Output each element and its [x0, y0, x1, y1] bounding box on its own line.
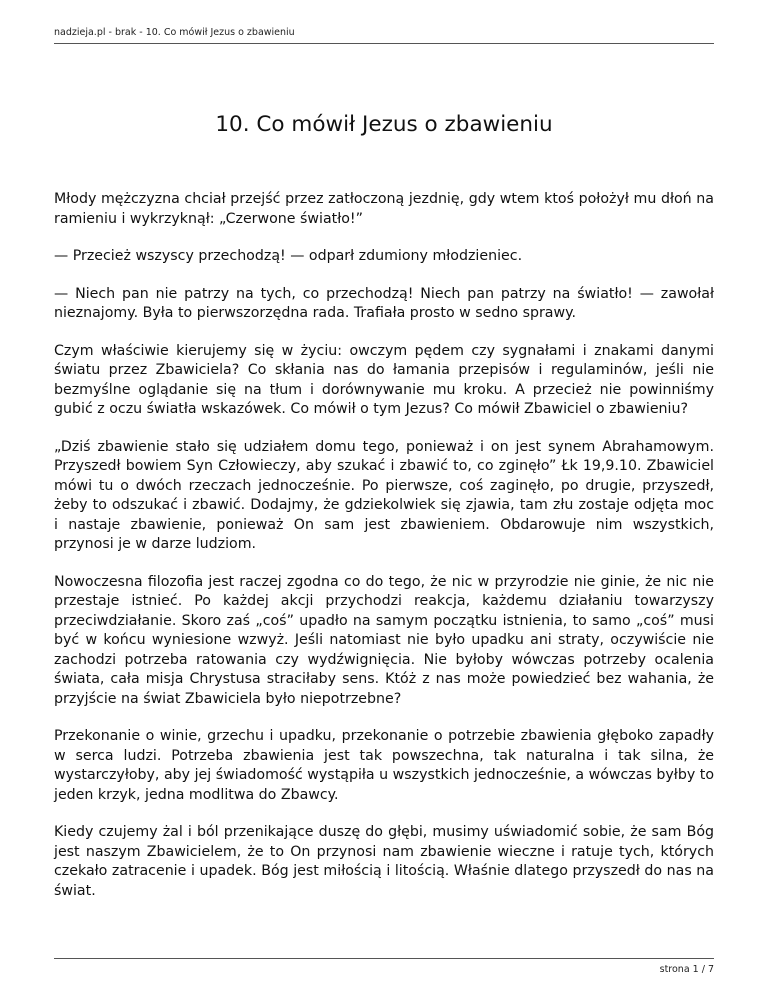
article-body [54, 190, 714, 919]
paragraph: Młody mężczyzna chciał przejść przez zatłoczoną jezdnię, gdy wtem ktoś położył mu dłoń na ramieniu i wykrzyknął: „Czerwone światło!” [54, 191, 714, 227]
paragraph: Kiedy czujemy żal i ból przenikające duszę do głębi, musimy uświadomić sobie, że sam Bóg jest naszym Zbawicielem, że to On przynosi nam zbawienie wieczne i ratuje tych, których czekało zatracenie i upadek. Bóg jest miłością i litością. Właśnie dlatego przyszedł do nas na świat. [54, 824, 714, 899]
paragraph: Czym właściwie kierujemy się w życiu: owczym pędem czy sygnałami i znakami danymi światu przez Zbawiciela? Co skłania nas do łamania przepisów i regulaminów, jeśli nie bezmyślne oglądanie się na tłum i dorównywanie mu kroku. A przecież nie powinniśmy gubić z oczu światła wskazówek. Co mówił o tym Jezus? Co mówił Zbawiciel o zbawieniu? [54, 342, 714, 417]
page-number: strona 1 / 7 [659, 964, 714, 975]
header-source-text: nadzieja.pl - brak - 10. Co mówił Jezus o zbawieniu [54, 27, 295, 38]
paragraph: Nowoczesna filozofia jest raczej zgodna co do tego, że nic w przyrodzie nie ginie, że nic nie przestaje istnieć. Po każdej akcji przychodzi reakcja, każdemu działaniu towarzyszy przeciwdziałanie. Skoro zaś „coś” upadło na samym początku istnienia, to samo „coś” musi być w końcu wyniesione wzwyż. Jeśli natomiast nie było upadku ani straty, oczywiście nie zachodzi potrzeba ratowania czy wydźwignięcia. Nie byłoby wówczas potrzeby ocalenia świata, cała misja Chrystusa straciłaby sens. Któż z nas może powiedzieć bez wahania, że przyjście na świat Zbawiciela było niepotrzebne? [54, 573, 714, 707]
paragraph: Przekonanie o winie, grzechu i upadku, przekonanie o potrzebie zbawienia głęboko zapadły w serca ludzi. Potrzeba zbawienia jest tak powszechna, tak naturalna i tak silna, że wystarczyłoby, aby jej świadomość wystąpiła u wszystkich jednocześnie, a wówczas byłby to jeden krzyk, jedna modlitwa do Zbawcy. [54, 728, 714, 803]
footer-divider [54, 958, 714, 959]
paragraph: „Dziś zbawienie stało się udziałem domu tego, ponieważ i on jest synem Abrahamowym. Przyszedł bowiem Syn Człowieczy, aby szukać i zbawić to, co zginęło” Łk 19,9.10. Zbawiciel mówi tu o dwóch rzeczach jednocześnie. Po pierwsze, coś zaginęło, po drugie, przyszedł, żeby to odszukać i zbawić. Dodajmy, że gdziekolwiek się zjawia, tam złu zostaje odjęta moc i nastaje zbawienie, ponieważ On sam jest zbawieniem. Obdarowuje nim wszystkich, przynosi je w darze ludziom. [54, 438, 714, 552]
paragraph: — Przecież wszyscy przechodzą! — odparł zdumiony młodzieniec. [54, 248, 523, 264]
header-divider [54, 43, 714, 44]
page-title: 10. Co mówił Jezus o zbawieniu [215, 112, 553, 137]
paragraph: — Niech pan nie patrzy na tych, co przechodzą! Niech pan patrzy na światło! — zawołał nieznajomy. Była to pierwszorzędna rada. Trafiała prosto w sedno sprawy. [54, 285, 714, 321]
page-footer [54, 958, 714, 988]
page-header [54, 0, 714, 44]
